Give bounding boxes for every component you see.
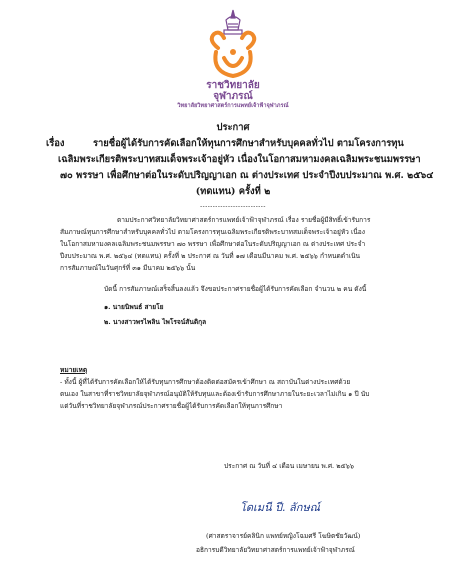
subject-line-3: ๗๐ พรรษา เพื่อศึกษาต่อในระดับปริญญาเอก ณ ต่างประเทศ ประจำปีงบประมาณ พ.ศ. ๒๕๖๔ <box>60 170 434 181</box>
signer-title: อธิการบดีวิทยาลัยวิทยาศาสตร์การแพทย์เจ้าฟ้าจุฬาภรณ์ <box>196 546 355 554</box>
signature: โดเมนี ปี. ลักษณ์ <box>240 501 320 514</box>
signer-name: (ศาสตราจารย์คลินิก แพทย์หญิงโฉมศรี โฆษิตชัยวัฒน์) <box>206 532 361 540</box>
note-line-3: แต่วันที่ราชวิทยาลัยจุฬาภรณ์ประกาศรายชื่อผู้ได้รับการคัดเลือกให้ทุนการศึกษา <box>60 402 283 410</box>
date-line: ประกาศ ณ วันที่ ๔ เดือน เมษายน พ.ศ. ๒๕๖๖ <box>224 462 354 470</box>
note-line-2: ตนเอง ในสาขาที่ราชวิทยาลัยจุฬาภรณ์อนุมัติให้รับทุนและต้องเข้ารับการศึกษาภายในระยะเวลาไม่เกิน ๑ ปี นับ <box>60 390 370 398</box>
note-label: หมายเหตุ <box>60 366 88 374</box>
paragraph2: บัดนี้ การสัมภาษณ์เสร็จสิ้นลงแล้ว จึงขอประกาศรายชื่อผู้ได้รับการคัดเลือก จำนวน ๒ คน ดังนี้ <box>104 285 367 293</box>
divider: -------------------------- <box>200 203 266 210</box>
selected-candidate-2: ๒. นางสาวพรไพลิน ไพโรจน์สันติกุล <box>104 318 207 326</box>
selected-candidate-1: ๑. นายนิพนธ์ สายโย <box>104 303 164 311</box>
subject-line-4: (ทดแทน) ครั้งที่ ๒ <box>195 186 271 197</box>
college-name-line1: ราชวิทยาลัย <box>206 80 260 91</box>
subject-line-2: เฉลิมพระเกียรติพระบาทสมเด็จพระเจ้าอยู่หัว เนื่องในโอกาสมหามงคลเฉลิมพระชนมพรรษา <box>58 154 421 165</box>
paragraph1-line-5: การสัมภาษณ์ในวันศุกร์ที่ ๓๑ มีนาคม ๒๕๖๖ นั้น <box>60 264 196 272</box>
college-name <box>0 80 466 102</box>
subject-line-1: รายชื่อผู้ได้รับการคัดเลือกให้ทุนการศึกษาสำหรับบุคคลทั่วไป ตามโครงการทุน <box>93 138 404 149</box>
announcement-heading: ประกาศ <box>216 122 250 133</box>
paragraph1-line-4: ปีงบประมาณ พ.ศ. ๒๕๖๔ (ทดแทน) ครั้งที่ ๒ ประกาศ ณ วันที่ ๑๗ เดือนมีนาคม พ.ศ. ๒๕๖๖ กำหนดดำเนิน <box>60 252 361 260</box>
note-line-1: - ทั้งนี้ ผู้ที่ได้รับการคัดเลือกให้ได้รับทุนการศึกษาต้องติดต่อสมัครเข้าศึกษา ณ สถาบันในต่างประเทศด้วย <box>60 378 351 386</box>
college-subtitle: วิทยาลัยวิทยาศาสตร์การแพทย์เจ้าฟ้าจุฬาภรณ์ <box>177 103 289 109</box>
paragraph1-line-1: ตามประกาศวิทยาลัยวิทยาศาสตร์การแพทย์เจ้าฟ้าจุฬาภรณ์ เรื่อง รายชื่อผู้มีสิทธิ์เข้ารับการ <box>117 216 371 224</box>
paragraph1-line-3: ในโอกาสมหามงคลเฉลิมพระชนมพรรษา ๗๐ พรรษา เพื่อศึกษาต่อในระดับปริญญาเอก ณ ต่างประเทศ ประจำ <box>60 240 366 248</box>
college-name-line2: จุฬาภรณ์ <box>213 91 253 102</box>
college-logo-icon <box>198 8 268 80</box>
subject-label: เรื่อง <box>46 138 65 149</box>
paragraph1-line-2: สัมภาษณ์ทุนการศึกษาสำหรับบุคคลทั่วไป ตามโครงการทุนเฉลิมพระเกียรติพระบาทสมเด็จพระเจ้าอยู่หัว เนื่อง <box>60 228 365 236</box>
